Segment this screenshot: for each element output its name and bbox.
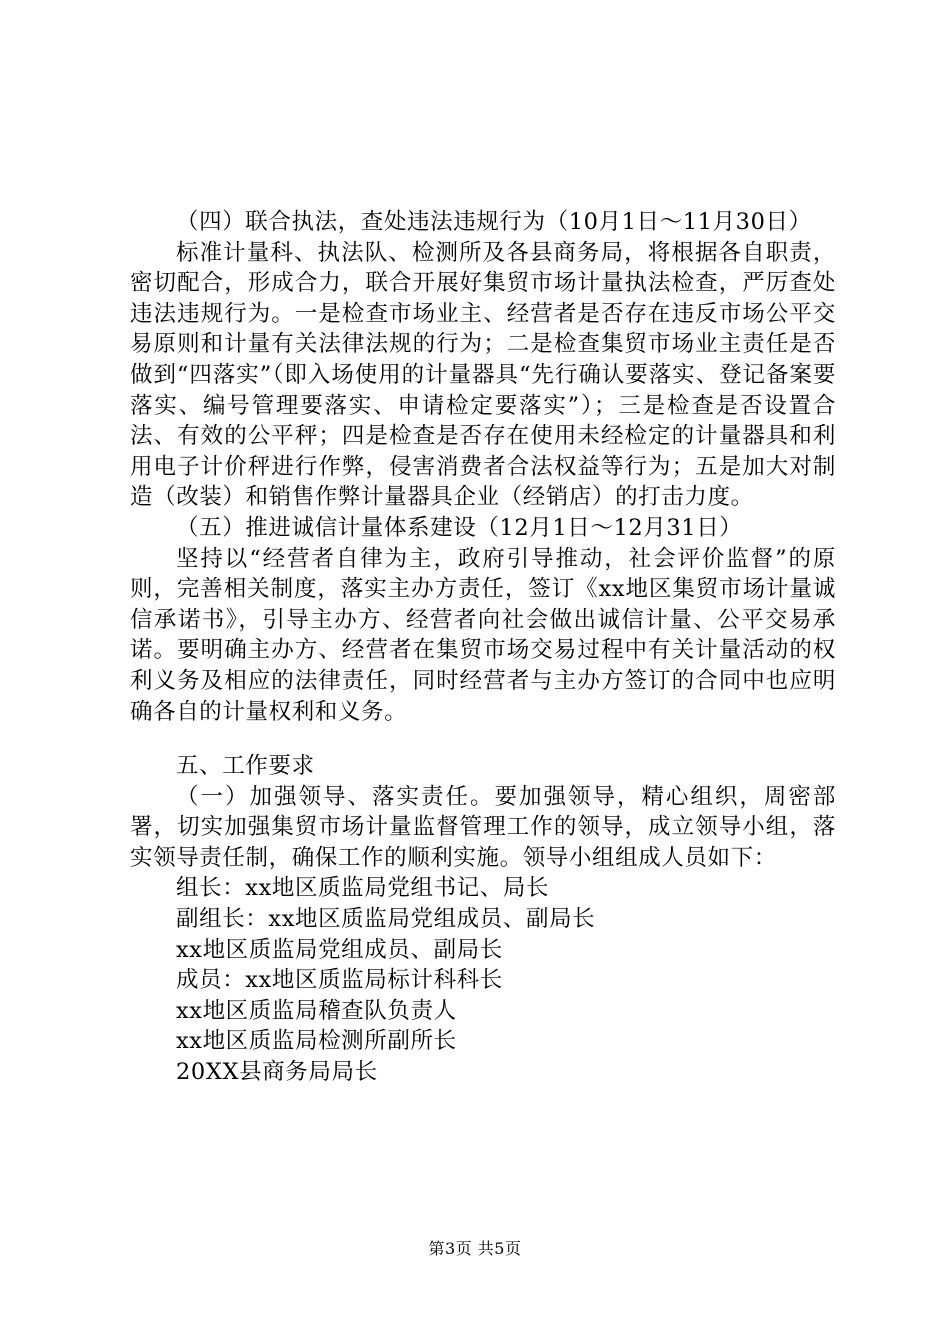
member-line: xx地区质监局稽查队负责人 — [176, 997, 457, 1024]
member-line: 副组长：xx地区质监局党组成员、副局长 — [176, 906, 596, 933]
page-footer: 第3页 共5页 — [428, 1239, 522, 1258]
document-body — [130, 207, 836, 1088]
section-heading-work-requirements: 五、工作要求 — [176, 753, 315, 780]
paragraph-joint-enforcement: 标准计量科、执法队、检测所及各县商务局，将根据各自职责，密切配合，形成合力，联合开展好集贸市场计量执法检查，严厉查处违法违规行为。一是检查市场业主、经营者是否存在违反市场公平交易原则和计量有关法律法规的行为；二是检查集贸市场业主责任是否做到“四落实”（即入场使用的计量器具“先行确认要落实、登记备案要落实、编号管理要落实、申请检定要落实”）；三是检查是否设置合法、有效的公平秤；四是检查是否存在使用未经检定的计量器具和利用电子计价秤进行作弊，侵害消费者合法权益等行为；五是加大对制造（改装）和销售作弊计量器具企业（经销店）的打击力度。 — [130, 239, 836, 511]
member-line: 组长：xx地区质监局党组书记、局长 — [176, 875, 550, 902]
member-line: xx地区质监局党组成员、副局长 — [176, 936, 503, 963]
paragraph-leadership: （一）加强领导、落实责任。要加强领导，精心组织，周密部署，切实加强集贸市场计量监督管理工作的领导，成立领导小组，落实领导责任制，确保工作的顺利实施。领导小组组成人员如下： — [130, 783, 836, 871]
member-line: 成员：xx地区质监局标计科科长 — [176, 967, 503, 994]
section-heading-joint-enforcement: （四）联合执法，查处违法违规行为（10月1日～11月30日） — [176, 209, 812, 235]
member-line: 20XX县商务局局长 — [176, 1059, 378, 1086]
member-line: xx地区质监局检测所副所长 — [176, 1028, 457, 1055]
section-heading-credit-system: （五）推进诚信计量体系建设（12月1日～12月31日） — [176, 514, 743, 541]
paragraph-credit-system: 坚持以“经营者自律为主，政府引导推动，社会评价监督”的原则，完善相关制度，落实主办方责任，签订《xx地区集贸市场计量诚信承诺书》，引导主办方、经营者向社会做出诚信计量、公平交易承诺。要明确主办方、经营者在集贸市场交易过程中有关计量活动的权利义务及相应的法律责任，同时经营者与主办方签订的合同中也应明确各自的计量权利和义务。 — [130, 545, 836, 725]
